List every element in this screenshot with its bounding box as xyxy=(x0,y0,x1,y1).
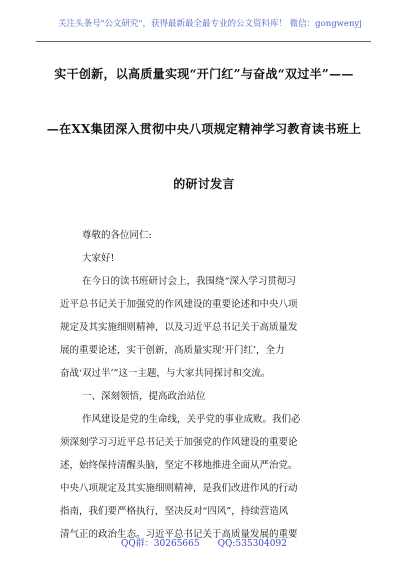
title-line-2: —在XX集团深入贯彻中央八项规定精神学习教育读书班上 xyxy=(46,122,362,136)
title-line-3: 的研讨发言 xyxy=(173,177,235,191)
paragraph-2-line-3: 述，始终保持清醒头脑，坚定不移地推进全面从严治党。 xyxy=(60,460,298,471)
section-heading-1: 一、深刻领悟，提高政治站位 xyxy=(82,391,206,402)
paragraph-2-line-4: 中央八项规定及其实施细则精神，是我们改进作风的行动 xyxy=(60,483,298,494)
paragraph-1-line-2: 近平总书记关于加强党的作风建设的重要论述和中央八项 xyxy=(60,299,298,310)
footer-contact: QQ群：30265665 QQ:535304092 xyxy=(121,539,287,549)
paragraph-1-line-4: 展的重要论述，实干创新，高质量实现‘开门红’，全力 xyxy=(60,345,285,356)
paragraph-2-line-2: 须深刻学习习近平总书记关于加强党的作风建设的重要论 xyxy=(60,437,298,448)
paragraph-1-line-3: 规定及其实施细则精神，以及习近平总书记关于高质量发 xyxy=(60,322,298,333)
paragraph-2-line-5: 指南，我们要严格执行，坚决反对“四风”，持续营造风 xyxy=(60,506,289,517)
paragraph-1-line-5: 奋战‘双过半’”这一主题，与大家共同探讨和交流。 xyxy=(60,368,271,379)
hello: 大家好! xyxy=(82,253,115,264)
paragraph-1-line-1: 在今日的读书班研讨会上，我围绕“深入学习贯彻习 xyxy=(82,276,296,287)
title-line-1: 实干创新，以高质量实现“开门红”与奋战“双过半”—— xyxy=(54,67,354,81)
paragraph-2-line-1: 作风建设是党的生命线，关乎党的事业成败。我们必 xyxy=(82,414,301,425)
greeting: 尊敬的各位同仁: xyxy=(82,230,152,241)
header-note: 关注头条号"公文研究"，获得最新最全最专业的公文资料库！ 微信：gongwenyj xyxy=(58,19,362,29)
header-divider xyxy=(36,41,371,42)
paragraph-2-line-6: 清气正的政治生态。习近平总书记关于高质量发展的重要 xyxy=(60,529,298,540)
